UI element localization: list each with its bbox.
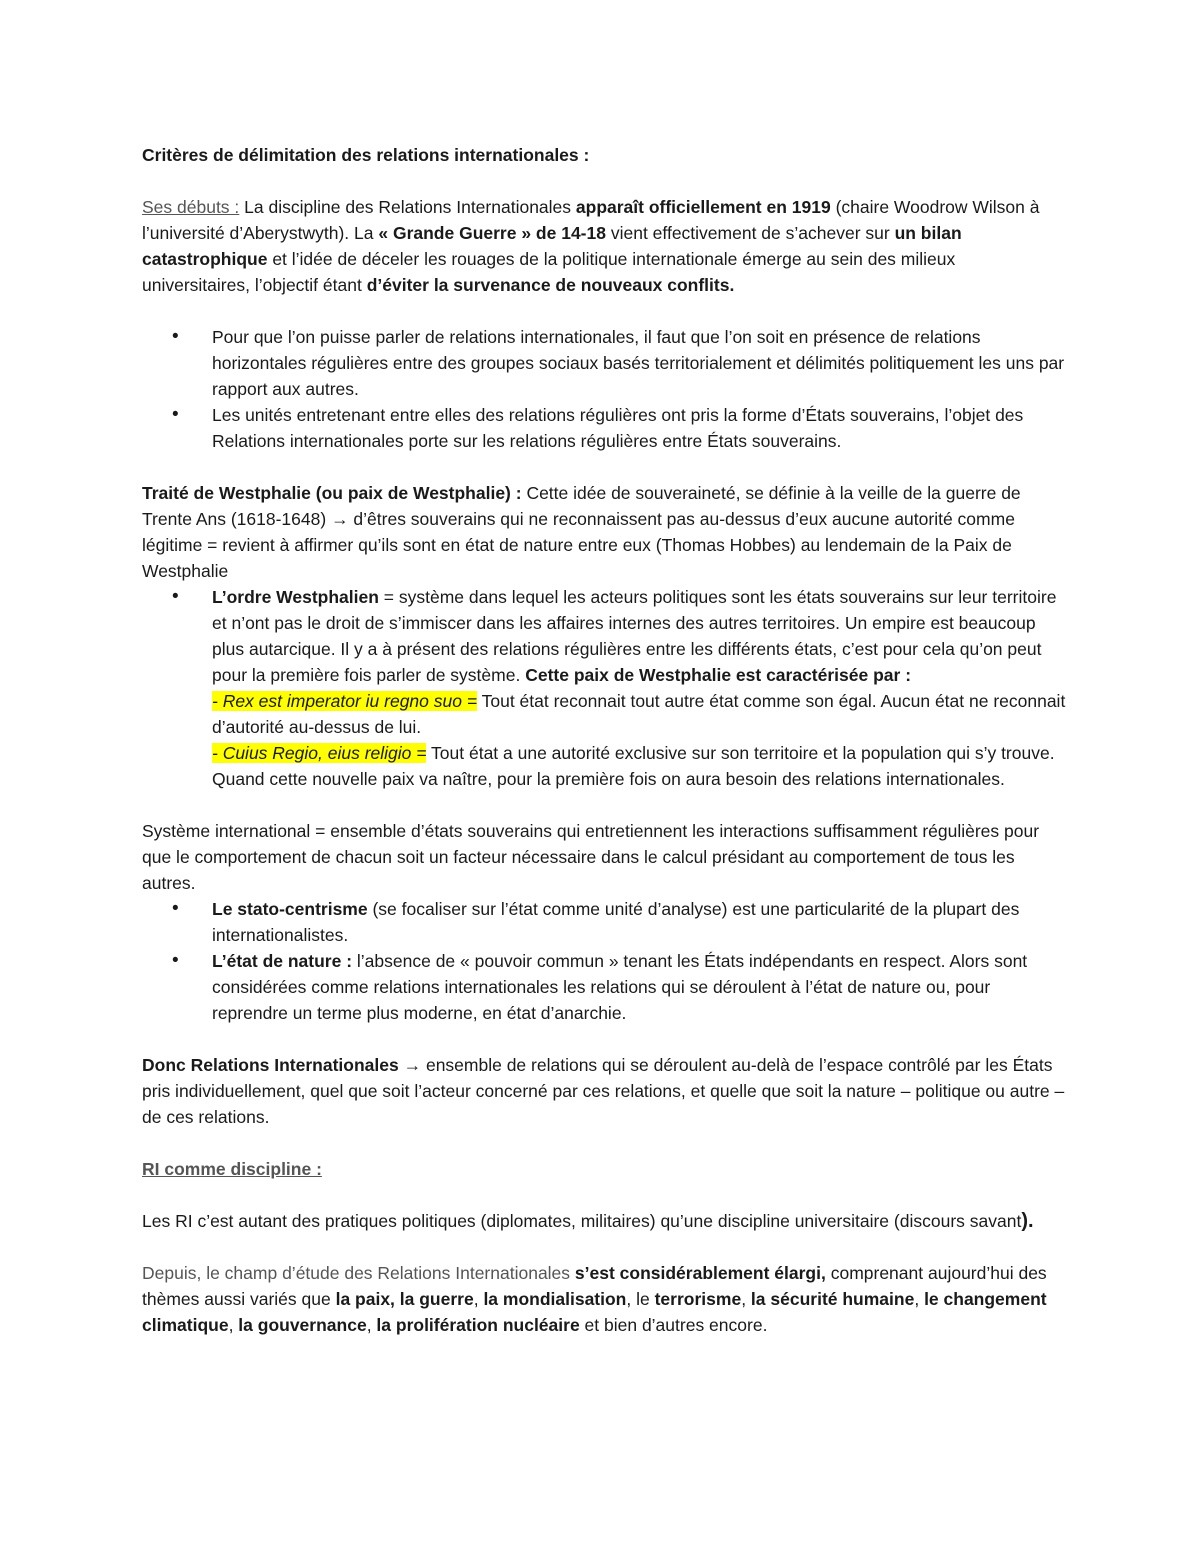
arrow-icon: → <box>331 509 349 529</box>
paragraph-debuts: Ses débuts : La discipline des Relations Internationales apparaît officiellement en 1919 (chaire Woodrow Wilson à l’université d’Aberystwyth). La « Grande Guerre » de 14-18 vient effectivement de s’achever sur un bilan catastrophique et l’idée de déceler les rouages de la politique internationale émerge au sein des milieux universitaires, l’objectif étant d’éviter la survenance de nouveaux conflits. <box>142 197 1040 295</box>
list-item: • L’état de nature : l’absence de « pouvoir commun » tenant les États indépendants en respect. Alors sont considérées comme relations internationales les relations qui se déroulent à l’état de nature ou, pour reprendre un terme plus moderne, en état d’anarchie. <box>142 948 1067 1026</box>
paragraph-westphalie: Traité de Westphalie (ou paix de Westphalie) : Cette idée de souveraineté, se définie à la veille de la guerre de Trente Ans (1618-1648) → d’êtres souverains qui ne reconnaissent pas au-dessus d’eux aucune autorité comme légitime = revient à affirmer qu’ils sont en état de nature entre eux (Thomas Hobbes) au lendemain de la Paix de Westphalie <box>142 483 1021 581</box>
list-item: • Les unités entretenant entre elles des relations régulières ont pris la forme d’États souverains, l’objet des Relations internationales porte sur les relations régulières entre États souverains. <box>142 402 1067 454</box>
bullet-list-ordre <box>142 584 1067 792</box>
label-debuts: Ses débuts : <box>142 197 240 217</box>
list-item: • L’ordre Westphalien = système dans lequel les acteurs politiques sont les états souverains sur leur territoire et n’ont pas le droit de s’immiscer dans les affaires internes des autres territoires. Un empire est beaucoup plus autarcique. Il y a à présent des relations régulières entre les différents états, c’est pour cela qu’on peut pour la première fois parler de système. Cette paix de Westphalie est caractérisée par : - Rex est imperator iu regno suo = Tout état reconnait tout autre état comme son égal. Aucun état ne reconnait d’autorité au-dessus de lui. - Cuius Regio, eius religio = Tout état a une autorité exclusive sur son territoire et la population qui s’y trouve. Quand cette nouvelle paix va naître, pour la première fois on aura besoin des relations internationales. <box>142 584 1067 792</box>
document-title: Critères de délimitation des relations internationales : <box>142 145 590 165</box>
bullet-list-2 <box>142 896 1067 1026</box>
section-heading-ri: RI comme discipline : <box>142 1159 322 1179</box>
paragraph-ri: Les RI c’est autant des pratiques politiques (diplomates, militaires) qu’une discipline universitaire (discours savant). <box>142 1210 1034 1232</box>
paragraph-donc: Donc Relations Internationales → ensemble de relations qui se déroulent au-delà de l’espace contrôlé par les États pris individuellement, quel que soit l’acteur concerné par ces relations, et quelle que soit la nature – politique ou autre – de ces relations. <box>142 1055 1065 1127</box>
paragraph-depuis: Depuis, le champ d’étude des Relations Internationales s’est considérablement élargi, comprenant aujourd’hui des thèmes aussi variés que la paix, la guerre, la mondialisation, le terrorisme, la sécurité humaine, le changement climatique, la gouvernance, la prolifération nucléaire et bien d’autres encore. <box>142 1263 1047 1335</box>
bullet-list-1 <box>142 324 1067 454</box>
paragraph-systeme: Système international = ensemble d’états souverains qui entretiennent les interactions suffisamment régulières pour que le comportement de chacun soit un facteur nécessaire dans le calcul présidant au comportement de tous les autres. <box>142 821 1040 893</box>
highlight-cuius: - Cuius Regio, eius religio = <box>212 743 427 763</box>
highlight-rex: - Rex est imperator iu regno suo = <box>212 691 478 711</box>
list-item: • Pour que l’on puisse parler de relations internationales, il faut que l’on soit en présence de relations horizontales régulières entre des groupes sociaux basés territorialement et délimités politiquement les uns par rapport aux autres. <box>142 324 1067 402</box>
list-item: • Le stato-centrisme (se focaliser sur l’état comme unité d’analyse) est une particularité de la plupart des internationalistes. <box>142 896 1067 948</box>
document-body <box>142 142 1067 1338</box>
arrow-icon: → <box>403 1055 422 1075</box>
